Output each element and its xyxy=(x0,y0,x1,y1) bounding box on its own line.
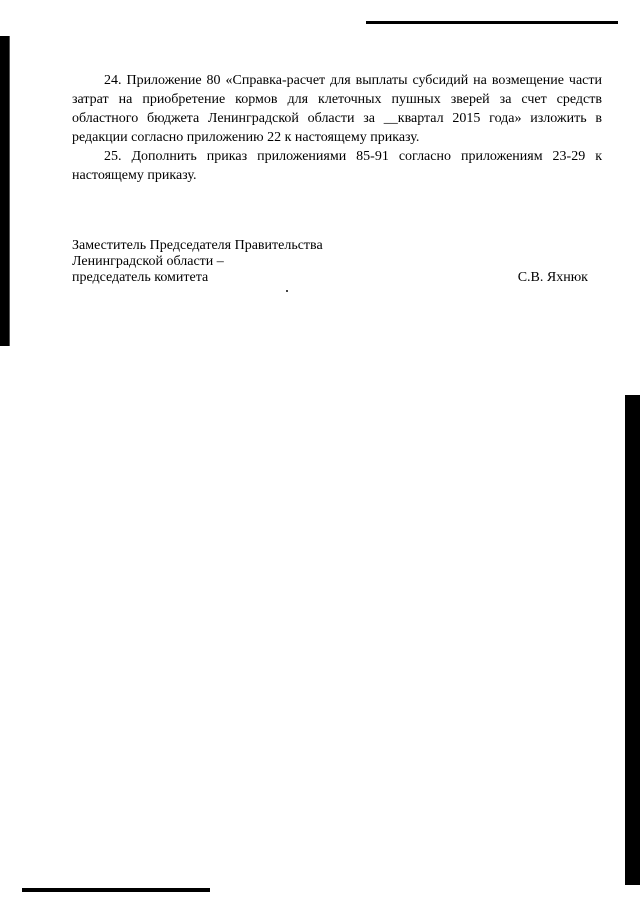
signatory-title-line-3: председатель комитета xyxy=(72,270,209,285)
paragraph-item-25: 25. Дополнить приказ приложениями 85-91 согласно приложениям 23-29 к настоящему приказу. xyxy=(72,149,602,183)
paragraph-item-24: 24. Приложение 80 «Справка-расчет для выплаты субсидий на возмещение части затрат на приобретение кормов для клеточных пушных зверей за счет средств областного бюджета Ленинградской области за __квартал 2015 года» изложить в редакции согласно приложению 22 к настоящему приказу. xyxy=(72,73,602,145)
document-body xyxy=(72,71,602,185)
scan-edge-top xyxy=(366,21,618,24)
signature-block xyxy=(72,238,592,286)
scan-edge-bottom xyxy=(22,888,210,892)
scan-speck xyxy=(286,290,288,292)
scan-edge-right xyxy=(625,395,640,885)
signatory-name: С.В. Яхнюк xyxy=(517,270,588,285)
signatory-title-line-1: Заместитель Председателя Правительства xyxy=(72,238,323,253)
scan-edge-left-thin xyxy=(9,36,10,346)
signatory-title-line-2: Ленинградской области – xyxy=(72,254,224,269)
scan-edge-left xyxy=(0,36,9,346)
